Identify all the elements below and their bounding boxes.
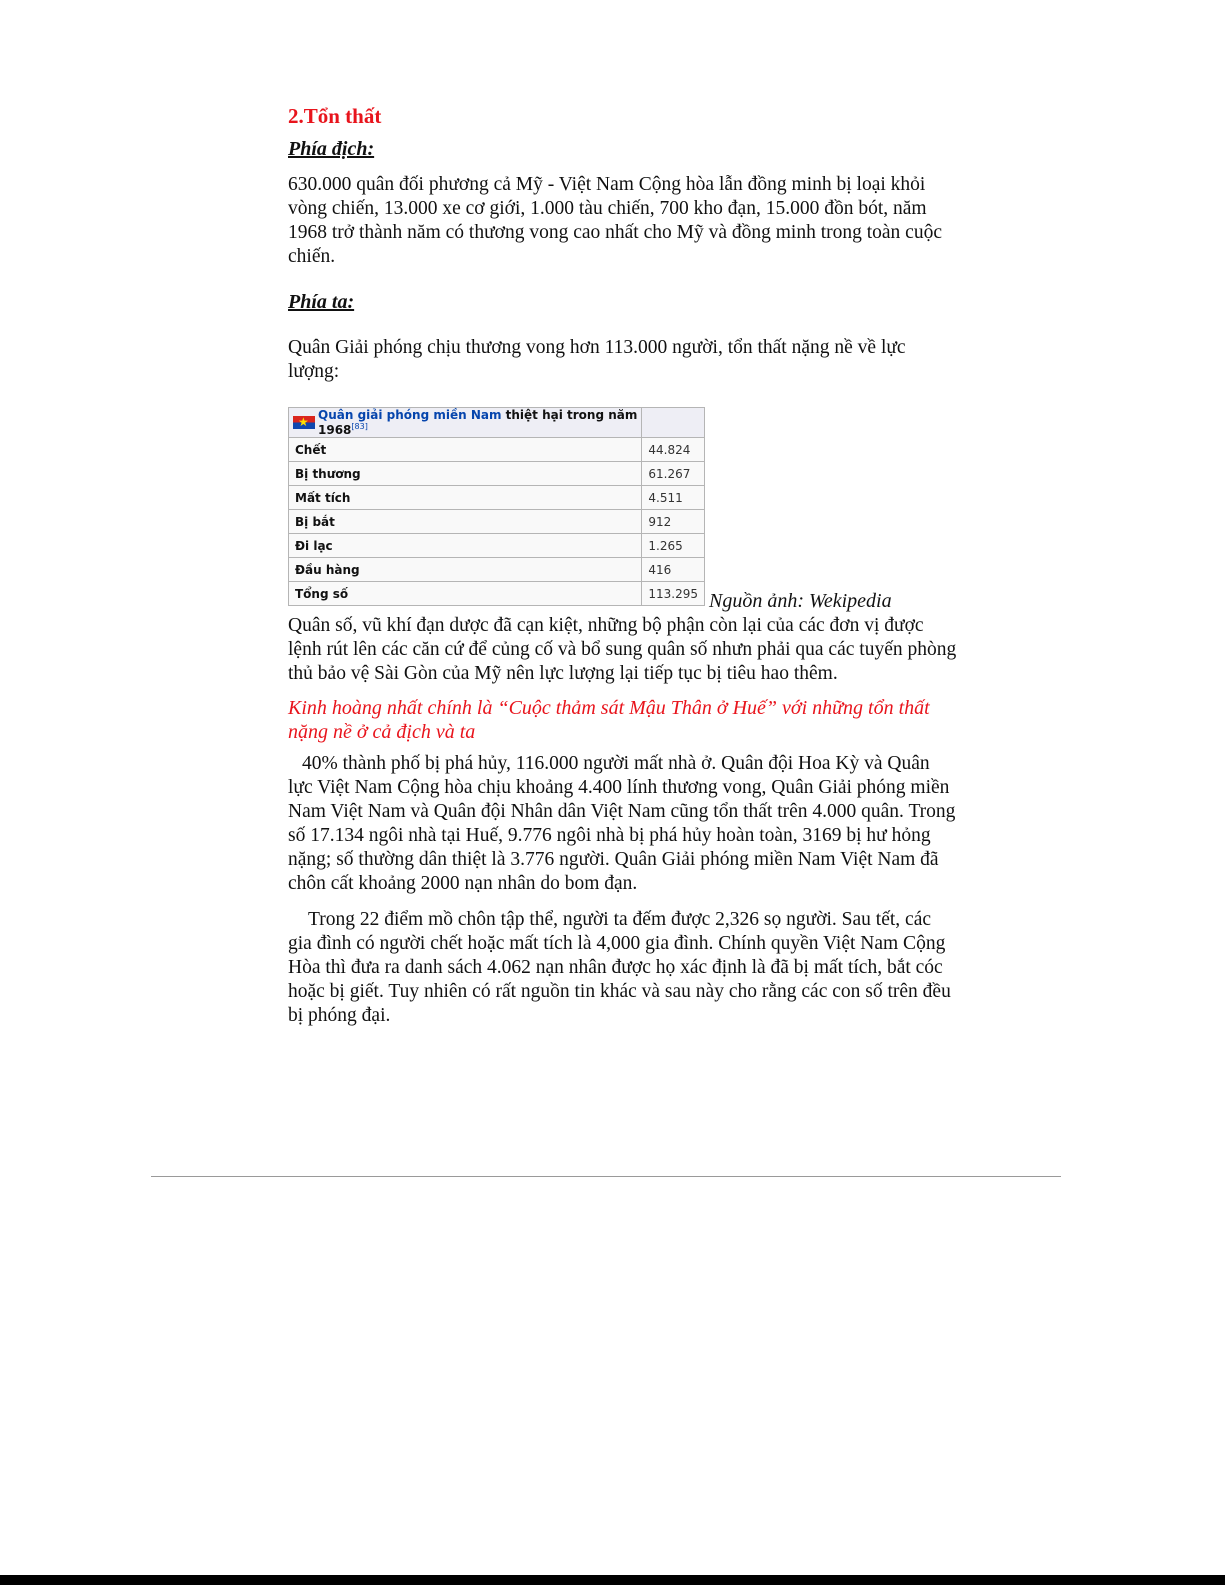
casualty-table xyxy=(288,407,705,606)
ours-subheading: Phía ta: xyxy=(288,291,355,313)
table-header-row xyxy=(289,408,705,438)
row-label: Bị bắt xyxy=(289,510,642,534)
table-row xyxy=(289,582,705,606)
table-row xyxy=(289,486,705,510)
row-label: Chết xyxy=(289,438,642,462)
table-row xyxy=(289,438,705,462)
hue-paragraph-2: Trong 22 điểm mồ chôn tập thể, người ta đếm được 2,326 sọ người. Sau tết, các gia đình có người chết hoặc mất tích là 4,000 gia đình. Chính quyền Việt Nam Cộng Hòa thì đưa ra danh sách 4.062 nạn nhân được họ xác định là đã bị mất tích, bắt cóc hoặc bị giết. Tuy nhiên có rất nguồn tin khác và sau này cho rằng các con số trên đều bị phóng đại. xyxy=(288,909,951,1026)
document-content xyxy=(288,104,958,1028)
table-header-link[interactable]: Quân giải phóng miền Nam xyxy=(318,408,502,422)
hue-paragraph-1: 40% thành phố bị phá hủy, 116.000 người mất nhà ở. Quân đội Hoa Kỳ và Quân lực Việt Nam Cộng hòa chịu khoảng 4.400 lính thương vong, Quân Giải phóng miền Nam Việt Nam và Quân đội Nhân dân Việt Nam cũng tổn thất trên 4.000 quân. Trong số 17.134 ngôi nhà tại Huế, 9.776 ngôi nhà bị phá hủy hoàn toàn, 3169 bị hư hỏng nặng; số thường dân thiệt là 3.776 người. Quân Giải phóng miền Nam Việt Nam đã chôn cất khoảng 2000 nạn nhân do bom đạn. xyxy=(288,753,956,894)
table-header-ref[interactable]: [83] xyxy=(351,422,368,431)
enemy-subheading: Phía địch: xyxy=(288,138,375,160)
row-label: Bị thương xyxy=(289,462,642,486)
row-value: 113.295 xyxy=(642,582,705,606)
enemy-paragraph: 630.000 quân đối phương cả Mỹ - Việt Nam Cộng hòa lẫn đồng minh bị loại khỏi vòng chiến, 13.000 xe cơ giới, 1.000 tàu chiến, 700 kho đạn, 15.000 đồn bót, năm 1968 trở thành năm có thương vong cao nhất cho Mỹ và đồng minh trong toàn cuộc chiến. xyxy=(288,174,942,267)
table-row xyxy=(289,558,705,582)
image-caption: Nguồn ảnh: Wekipedia xyxy=(709,590,892,612)
row-label: Tổng số xyxy=(289,582,642,606)
row-value: 61.267 xyxy=(642,462,705,486)
row-value: 912 xyxy=(642,510,705,534)
section-heading: 2.Tổn thất xyxy=(288,104,382,128)
row-value: 44.824 xyxy=(642,438,705,462)
row-label: Đầu hàng xyxy=(289,558,642,582)
table-row xyxy=(289,462,705,486)
row-value: 1.265 xyxy=(642,534,705,558)
table-row xyxy=(289,534,705,558)
page-divider xyxy=(151,1176,1061,1177)
table-row xyxy=(289,510,705,534)
casualty-figure xyxy=(288,407,958,612)
bottom-border xyxy=(0,1575,1225,1585)
vietnam-flag-icon: ★ xyxy=(293,416,315,429)
row-label: Mất tích xyxy=(289,486,642,510)
row-value: 416 xyxy=(642,558,705,582)
row-value: 4.511 xyxy=(642,486,705,510)
table-header-text: thiệt hại trong năm 1968 xyxy=(318,408,638,437)
hue-heading: Kinh hoàng nhất chính là “Cuộc thảm sát Mậu Thân ở Huế” với những tổn thất nặng nề ở cả địch và ta xyxy=(288,697,930,743)
ours-paragraph: Quân Giải phóng chịu thương vong hơn 113.000 người, tổn thất nặng nề về lực lượng: xyxy=(288,337,906,382)
row-label: Đi lạc xyxy=(289,534,642,558)
paragraph-after-table: Quân số, vũ khí đạn dược đã cạn kiệt, những bộ phận còn lại của các đơn vị được lệnh rút lên các căn cứ để củng cố và bổ sung quân số nhưn phải qua các tuyến phòng thủ bảo vệ Sài Gòn của Mỹ nên lực lượng lại tiếp tục bị tiêu hao thêm. xyxy=(288,615,957,684)
